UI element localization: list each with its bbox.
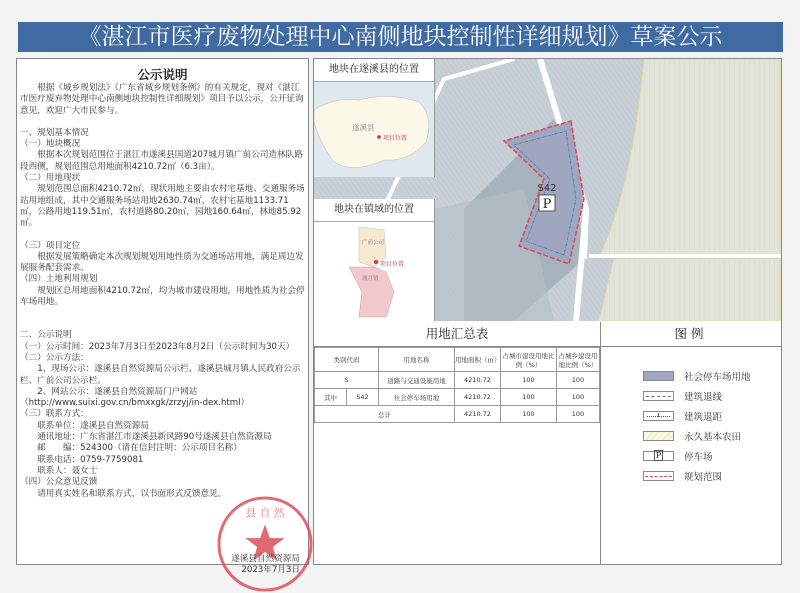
contact-person: 联系人：聂女士 bbox=[37, 465, 98, 476]
legend-panel bbox=[601, 322, 781, 564]
land-use-summary bbox=[314, 322, 601, 564]
sign-org: 遂溪县自然资源局 bbox=[231, 554, 300, 564]
legend-item: 永久基本农田 bbox=[643, 430, 741, 442]
inset-county-caption: 地块在遂溪县的位置 bbox=[314, 59, 434, 82]
parking-p-icon: P bbox=[542, 197, 552, 212]
town-project-marker: 项目位置 bbox=[380, 261, 405, 268]
site-plan-map bbox=[314, 59, 781, 321]
col-header-code: 类别代码 bbox=[315, 348, 379, 372]
legend-item: 规划范围 bbox=[643, 470, 722, 482]
plan-panel bbox=[313, 58, 782, 565]
notice-panel bbox=[16, 58, 309, 575]
table-caption: 用地汇总表 bbox=[314, 322, 600, 347]
land-use-table bbox=[314, 347, 600, 423]
website-url[interactable]: （http://www.suixi.gov.cn/bmxxgk/zrzyj/in-dex.html） bbox=[20, 398, 250, 409]
legend-caption: 图例 bbox=[601, 322, 781, 347]
section-1-1-text: 根据本次规划范围位于湛江市遂溪县国道207城月镇广前公司造林队路段西侧，规划范围总用地面积4210.72㎡（6.3亩）。 bbox=[20, 150, 303, 172]
town-label-chengyue: 城月镇 bbox=[362, 276, 379, 282]
yellow-hatch-swatch-icon bbox=[643, 431, 674, 441]
setback-dimension-line-icon bbox=[643, 411, 674, 421]
section-2-4-title: （四）公众意见反馈 bbox=[20, 477, 98, 488]
inset-town-map bbox=[314, 199, 435, 321]
notice-intro: 根据《城乡规划法》《广东省城乡规划条例》的有关规定，现对《湛江市医疗废弃物处理中心南侧地块控制性详细规划》项目予以公示，公开征询意见，欢迎广大市民参与。 bbox=[20, 83, 304, 116]
inset-county-map bbox=[314, 59, 435, 177]
section-2-2-b: 2、网站公示：遂溪县自然资源局门户网站 bbox=[37, 386, 198, 397]
parcel-code: S42 bbox=[537, 183, 557, 194]
legend-item: 建筑退线 bbox=[643, 390, 722, 402]
table-row: 总计 4210.72 100 100 bbox=[315, 406, 600, 423]
blue-dashdot-line-icon bbox=[643, 391, 674, 401]
contact-phone: 联系电话：0759-7759081 bbox=[37, 454, 144, 465]
col-header-area: 用地面积（㎡） bbox=[455, 348, 501, 372]
legend-item: 社会停车场用地 bbox=[643, 370, 751, 382]
col-header-city-pct: 占城市建设用地比例（%） bbox=[501, 348, 557, 372]
notice-text bbox=[17, 83, 308, 500]
project-marker-label: 项目位置 bbox=[383, 135, 408, 142]
official-seal-icon bbox=[216, 495, 314, 593]
section-1-1-title: （一）地块概况 bbox=[20, 139, 81, 150]
contact-unit: 联系单位：遂溪县自然资源局 bbox=[37, 420, 149, 431]
sign-date: 2023年7月3日 bbox=[241, 565, 300, 575]
section-2-2-a: 1、现场公示：遂溪县自然资源局公示栏、遂溪县城月镇人民政府公示栏、广前公司公示栏。 bbox=[20, 364, 301, 386]
svg-text:县 自 然: 县 自 然 bbox=[245, 506, 285, 520]
section-2-2-title: （二）公示方法： bbox=[20, 352, 89, 363]
contact-address: 通讯地址：广东省湛江市遂溪县新风路90号遂溪县自然资源局 bbox=[37, 432, 272, 443]
section-2-1: （一）公示时间：2023年7月3日至2023年8月2日（公示时间为30天） bbox=[20, 341, 295, 352]
parking-legend-icon: P bbox=[643, 451, 674, 461]
page-title: 《湛江市医疗废物处理中心南侧地块控制性详细规划》草案公示 bbox=[18, 22, 783, 52]
red-dashed-line-icon bbox=[643, 471, 674, 481]
table-row: 其中 S42 社会停车场用地 4210.72 100 100 bbox=[315, 389, 600, 406]
gray-fill-swatch-icon bbox=[643, 371, 674, 381]
section-2-4-text: 请用真实姓名和联系方式，以书面形式反馈意见。 bbox=[37, 488, 227, 499]
table-row: S 道路与交通设施用地 4210.72 100 100 bbox=[315, 372, 600, 389]
town-map-icon bbox=[314, 222, 434, 321]
section-1-4-text: 规划区总用地面积4210.72㎡，均为城市建设用地，用地性质为社会停车场用地。 bbox=[20, 285, 305, 308]
col-header-ur-pct: 占城乡建设用地比例（%） bbox=[557, 348, 600, 372]
section-2-3-title: （三）联系方式： bbox=[20, 409, 89, 420]
section-1-3-title: （三）项目定位 bbox=[20, 240, 81, 251]
section-1-4-title: （四）土地利用规划 bbox=[20, 274, 98, 285]
section-1-title: 一、规划基本情况 bbox=[20, 127, 89, 138]
section-1-2-title: （二）用地现状 bbox=[20, 173, 81, 184]
inset-town-caption: 地块在镇域的位置 bbox=[314, 199, 434, 222]
town-label-guangqian: 广前公司 bbox=[362, 240, 385, 246]
section-1-2-text: 规划范围总面积4210.72㎡，现状用地主要由农村宅基地、交通服务场站用地组成，其中交通服务场站用地2630.74㎡，农村宅基地1133.71㎡，公路用地119.51㎡，农村道路80.20㎡，园地160.64㎡，林地85.92㎡。 bbox=[20, 184, 305, 229]
section-2-title: 二、公示说明 bbox=[20, 330, 72, 341]
legend-item: P 停车场 bbox=[643, 450, 713, 462]
notice-heading: 公示说明 bbox=[137, 67, 188, 82]
county-label: 遂溪县 bbox=[352, 123, 375, 132]
legend-item: 建筑退距 bbox=[643, 410, 722, 422]
signature-block bbox=[231, 554, 300, 576]
county-map-icon bbox=[314, 82, 434, 177]
section-1-3-text: 根据发展策略确定本次规划规划用地性质为交通场站用地，满足周边发展服务配套需求。 bbox=[20, 251, 304, 274]
contact-zip: 邮 编：524300（请在信封注明：公示项目名称） bbox=[37, 443, 242, 454]
col-header-name: 用地名称 bbox=[379, 348, 455, 372]
